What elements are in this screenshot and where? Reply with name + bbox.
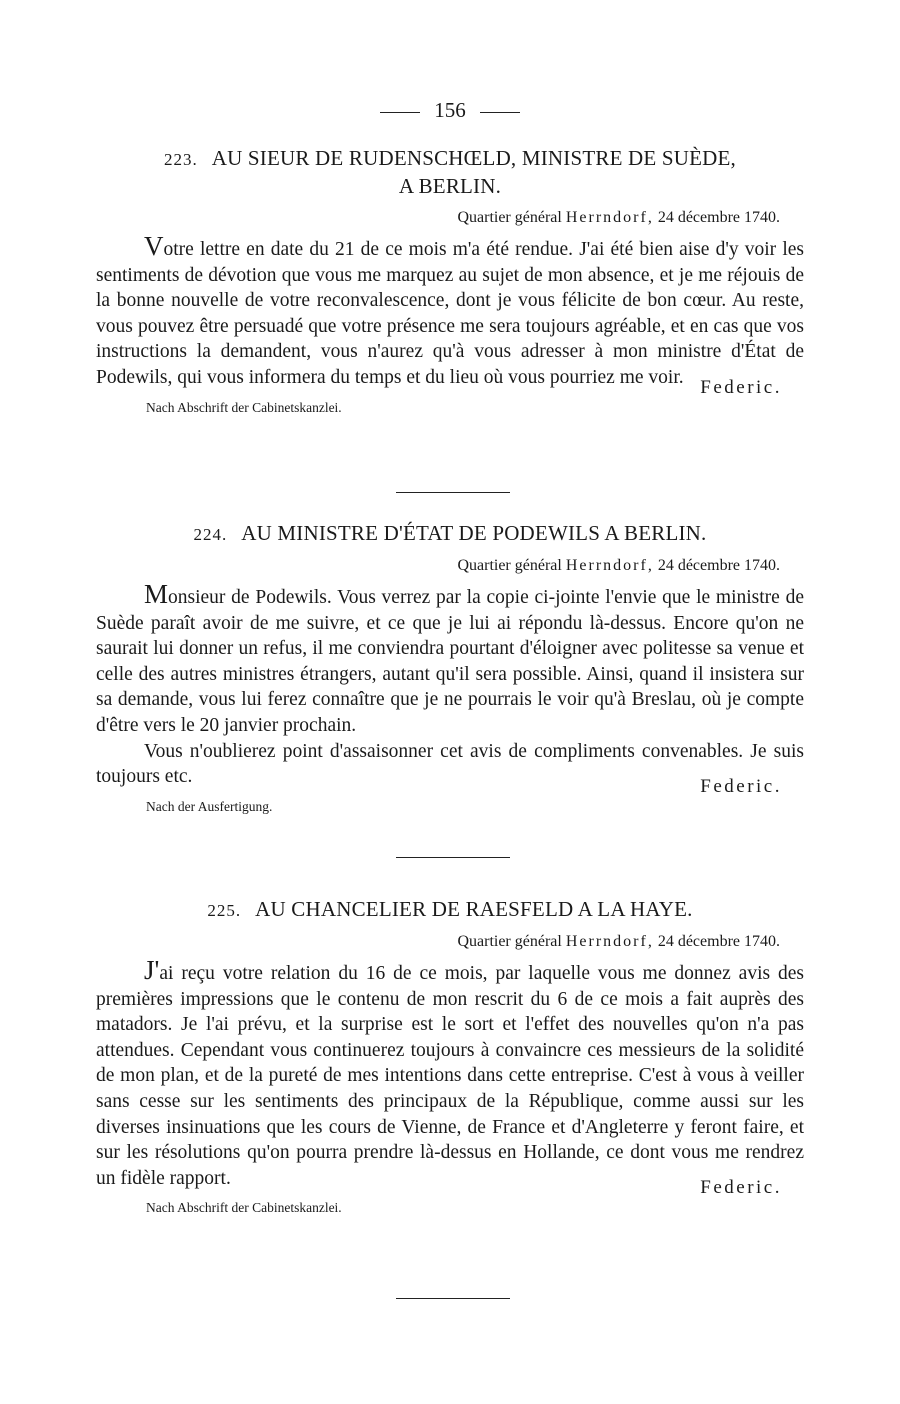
source-note: Nach der Ausfertigung.	[146, 798, 273, 814]
section-divider	[396, 857, 510, 858]
letter-number: 223.	[163, 150, 198, 169]
letter-body	[96, 231, 804, 391]
title-line-1: AU CHANCELIER DE RAESFELD A LA HAYE.	[255, 897, 693, 921]
dateline-date: 24 décembre 1740.	[657, 209, 780, 226]
letter-title	[96, 896, 804, 924]
dateline: Quartier général Herrndorf, 24 décembre 1740.	[457, 557, 780, 574]
title-line-1: AU MINISTRE D'ÉTAT DE PODEWILS A BERLIN.	[241, 521, 707, 545]
signature: Federic.	[700, 376, 782, 398]
dateline-date: 24 décembre 1740.	[657, 933, 780, 950]
letter-body	[96, 579, 804, 790]
title-line-2: A BERLIN.	[398, 174, 502, 198]
letter-225	[96, 896, 804, 1217]
section-divider	[396, 1298, 510, 1299]
dateline: Quartier général Herrndorf, 24 décembre 1740.	[457, 209, 780, 226]
dateline-place: Herrndorf,	[565, 557, 654, 574]
source-note: Nach Abschrift der Cabinetskanzlei.	[146, 399, 342, 415]
title-line-1: AU SIEUR DE RUDENSCHŒLD, MINISTRE DE SUÈDE,	[211, 146, 737, 170]
dateline-place: Herrndorf,	[565, 209, 654, 226]
letter-body	[96, 955, 804, 1191]
page-header	[0, 98, 900, 123]
dateline-place: Herrndorf,	[565, 933, 654, 950]
section-divider	[396, 492, 510, 493]
signature: Federic.	[700, 775, 782, 797]
letter-title	[96, 520, 804, 548]
page-number: 156	[434, 98, 466, 122]
dateline-date: 24 décembre 1740.	[657, 557, 780, 574]
paragraph: Monsieur de Podewils. Vous verrez par la copie ci-jointe l'envie que le ministre de Suède paraît avoir de me suivre, et ce que je lui ai répondu là-dessus. Encore qu'on ne saurait lui donner un refus, il me conviendra pourtant d'éloigner avec politesse sa venue et celle des autres ministres étrangers, autant qu'il sera possible. Ainsi, quand il insistera sur sa demande, vous lui ferez connaître que je ne pourrais le voir qu'à Breslau, où je compte d'être vers le 20 janvier prochain.	[96, 579, 804, 736]
letter-number: 225.	[207, 901, 242, 920]
header-dash-left	[380, 112, 420, 113]
paragraph: J'ai reçu votre relation du 16 de ce mois, par laquelle vous me donnez avis des premières impressions que le contenu de mon rescrit du 6 de ce mois a fait auprès des matadors. Je l'ai prévu, et la surprise est le sort et l'effet des nouvelles qu'on n'a pas attendues. Cependant vous continuerez toujours à convaincre ces messieurs de la solidité de mon plan, et de la pureté de mes intentions dans cette entreprise. C'est à vous à veiller sans cesse sur les sentiments des principaux de la République, comme aussi sur les diverses insinuations que les cours de Vienne, de France et d'Angleterre y feront faire, et sur les résolutions qu'on pourra prendre là-dessus en Hollande, ce dont vous me rendrez un fidèle rapport.	[96, 955, 804, 1189]
dateline: Quartier général Herrndorf, 24 décembre 1740.	[457, 933, 780, 950]
paragraph: Vous n'oublierez point d'assaisonner cet avis de compliments convenables. Je suis toujours etc.	[96, 740, 804, 788]
letter-title	[96, 145, 804, 200]
source-note: Nach Abschrift der Cabinetskanzlei.	[146, 1200, 342, 1216]
letter-223	[96, 145, 804, 417]
letter-224	[96, 520, 804, 816]
paragraph: Votre lettre en date du 21 de ce mois m'a été rendue. J'ai été bien aise d'y voir les sentiments de dévotion que vous me marquez au sujet de mon absence, et je me réjouis de la bonne nouvelle de votre reconvalescence, dont je vous félicite de bon cœur. Au reste, vous pouvez être persuadé que votre présence me sera toujours agréable, et en cas que vos instructions la demandent, vous n'aurez qu'à vous adresser à mon ministre d'État de Podewils, qui vous informera du temps et du lieu où vous pourriez me voir.	[96, 231, 804, 388]
signature: Federic.	[700, 1177, 782, 1199]
letter-number: 224.	[193, 525, 228, 544]
header-dash-right	[480, 112, 520, 113]
